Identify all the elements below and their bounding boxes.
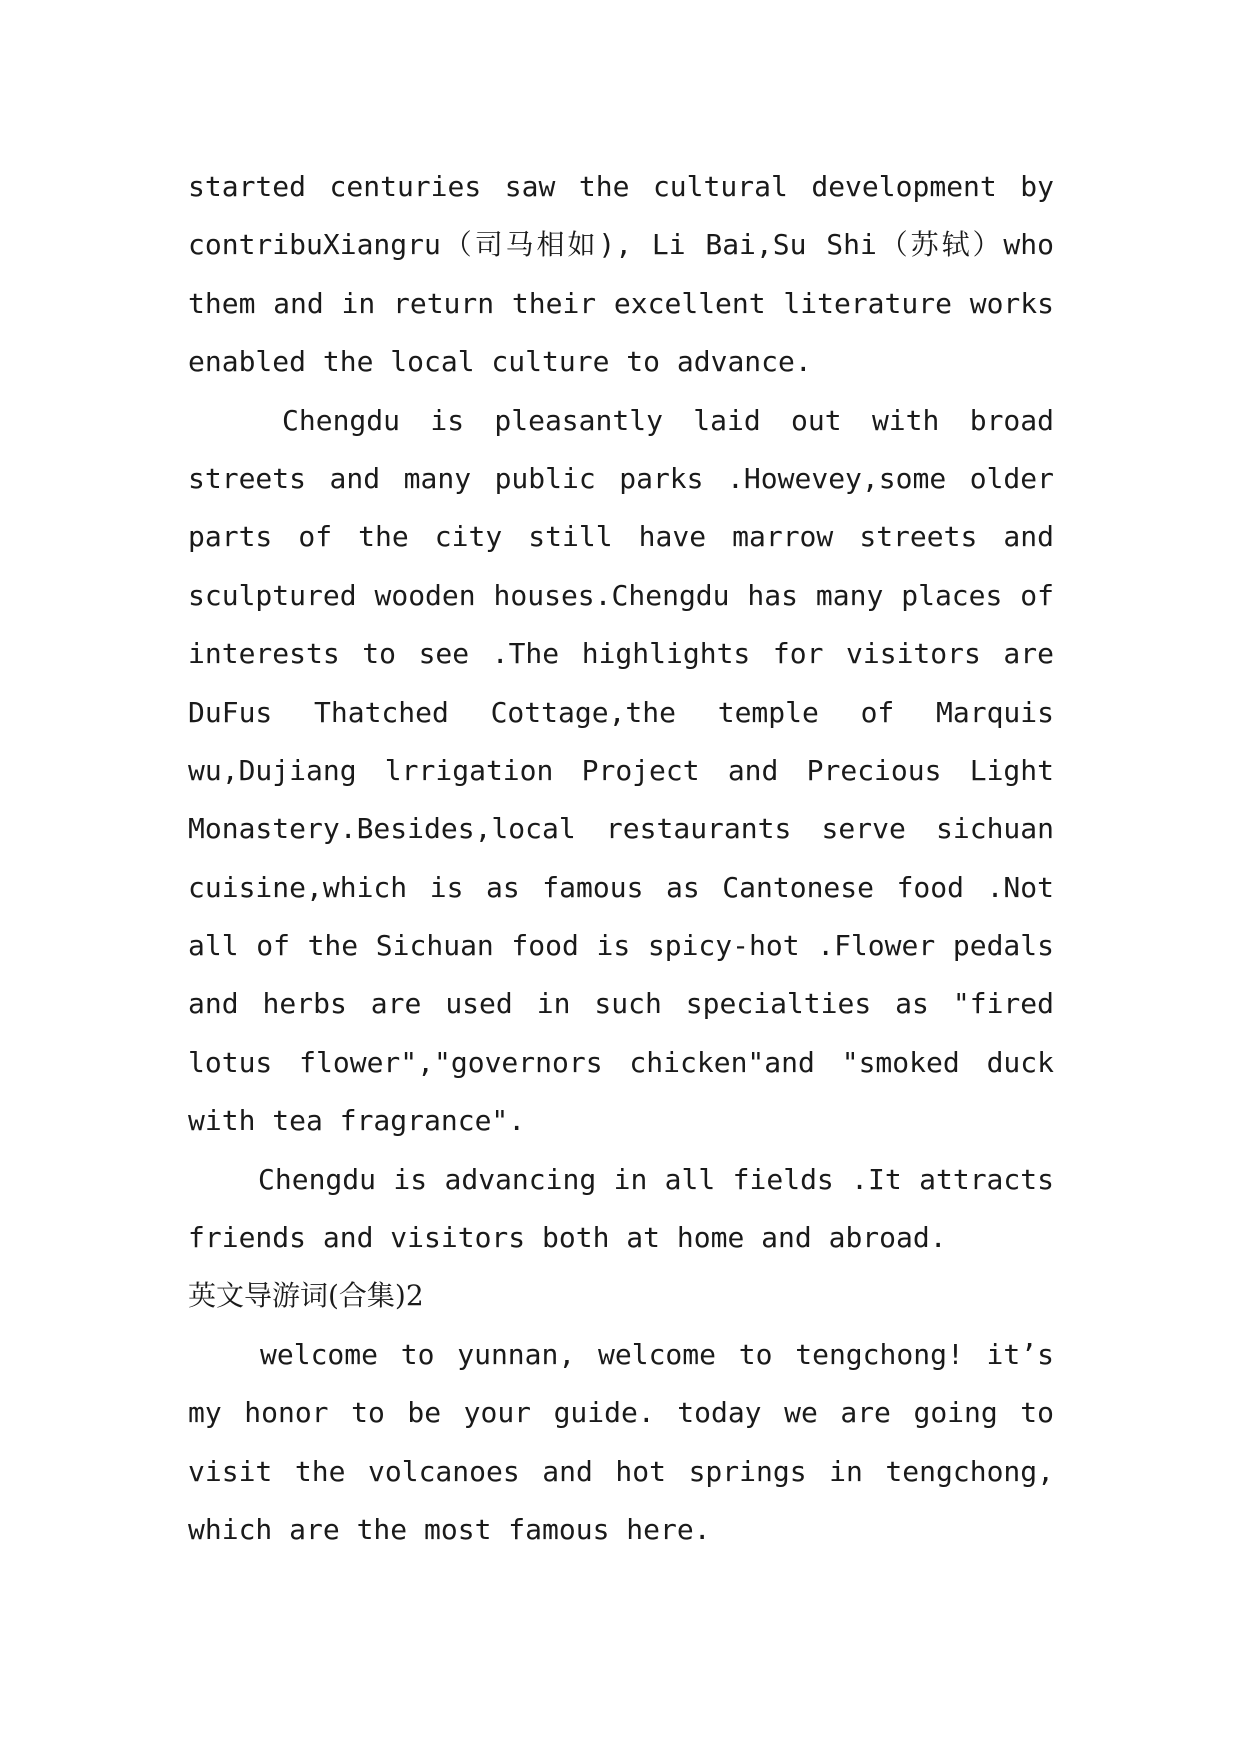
text-line: visit the volcanoes and hot springs in tengchong,: [188, 1454, 1054, 1488]
text-line: Chengdu is advancing in all fields .It attracts: [258, 1162, 1054, 1196]
text-line: interests to see .The highlights for visitors are: [188, 637, 1054, 671]
text-line: welcome to yunnan, welcome to tengchong! it’s: [260, 1337, 1054, 1371]
text-line: enabled the local culture to advance.: [188, 345, 812, 379]
text-line: all of the Sichuan food is spicy-hot .Flower pedals: [188, 929, 1054, 963]
text-line: them and in return their excellent literature works: [188, 286, 1054, 320]
text-line: lotus flower","governors chicken"and "smoked duck: [188, 1045, 1054, 1079]
text-line: Monastery.Besides,local restaurants serve sichuan: [188, 812, 1054, 846]
text-line: parts of the city still have marrow streets and: [188, 520, 1054, 554]
text-line: cuisine,which is as famous as Cantonese food .Not: [188, 870, 1054, 904]
document-body: [188, 158, 1054, 1559]
text-line: contribuXiangru（司马相如), Li Bai,Su Shi（苏轼）who: [188, 228, 1054, 262]
text-line: and herbs are used in such specialties as "fired: [188, 987, 1054, 1021]
text-line: my honor to be your guide. today we are going to: [188, 1396, 1054, 1430]
text-line: sculptured wooden houses.Chengdu has many places of: [188, 578, 1054, 612]
text-line: Chengdu is pleasantly laid out with broad: [282, 403, 1054, 437]
section-heading: 英文导游词(合集)2: [188, 1279, 424, 1313]
text-line: which are the most famous here.: [188, 1512, 711, 1546]
text-line: with tea fragrance".: [188, 1104, 526, 1138]
text-line: DuFus Thatched Cottage,the temple of Marquis: [188, 695, 1054, 729]
text-line: streets and many public parks .Howevey,some older: [188, 461, 1054, 495]
text-line: friends and visitors both at home and abroad.: [188, 1221, 947, 1255]
text-line: started centuries saw the cultural development by: [188, 170, 1054, 203]
text-line: wu,Dujiang lrrigation Project and Precious Light: [188, 753, 1054, 787]
